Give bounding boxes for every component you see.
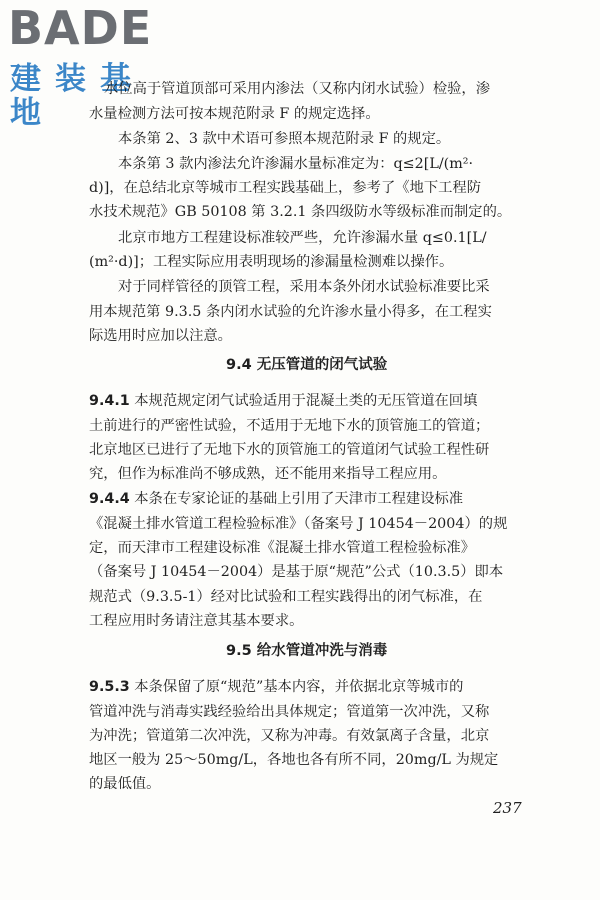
clause-line: 为冲洗；管道第二次冲洗，又称为冲毒。有效氯离子含量，北京 [89,728,490,744]
clause-line: 《混凝土排水管道工程检验标准》（备案号 J 10454－2004）的规 [89,516,508,532]
clause-line [89,489,463,509]
clause-text: 本规范规定闭气试验适用于混凝土类的无压管道在回填 [134,393,478,409]
clause-line: 的最低值。 [89,776,161,792]
clause-line: 北京地区已进行了无地下水的顶管施工的管道闭气试验工程性研 [89,442,490,458]
paragraph-line: 水量检测方法可按本规范附录 F 的规定选择。 [89,106,380,122]
paragraph-line: 水技术规范》GB 50108 第 3.2.1 条四级防水等级标准而制定的。 [89,204,512,220]
logo-brand: BADE [8,1,153,55]
clause-line: 规范式（9.3.5-1）经对比试验和工程实践得出的闭气标准，在 [89,589,483,605]
clause-line: 土前进行的严密性试验，不适用于无地下水的顶管施工的管道； [89,418,490,434]
clause-line: 工程应用时务请注意其基本要求。 [89,613,304,629]
clause-text: 本条在专家论证的基础上引用了天津市工程建设标准 [134,491,464,507]
clause-number: 9.4.1 [89,393,130,409]
clause-number: 9.5.3 [89,679,130,695]
paragraph-line: d)]，在总结北京等城市工程实践基础上，参考了《地下工程防 [89,180,482,196]
paragraph-line: 际选用时应加以注意。 [89,328,232,344]
logo-subtitle: 建装基地 [10,61,145,131]
clause-text: 本条保留了原“规范”基本内容，并依据北京等城市的 [134,679,464,695]
clause-line: （备案号 J 10454－2004）是基于原“规范”公式（10.3.5）即本 [89,564,504,580]
clause-line: 定，而天津市工程建设标准《混凝土排水管道工程检验标准》 [89,540,476,556]
clause-line [89,391,477,411]
clause-line: 管道冲洗与消毒实践经验给出具体规定；管道第一次冲洗，又称 [89,704,490,720]
paragraph-line: 水位高于管道顶部可采用内渗法（又称内闭水试验）检验，渗 [104,81,491,97]
section-heading: 9.4 无压管道的闭气试验 [226,357,388,373]
paragraph-line: 用本规范第 9.3.5 条内闭水试验的允许渗水量小得多，在工程实 [89,304,492,320]
section-heading: 9.5 给水管道冲洗与消毒 [226,643,388,659]
paragraph-line: 本条第 3 款内渗法允许渗漏水量标准定为：q≤2[L/(m²· [118,156,474,172]
paragraph-line: 本条第 2、3 款中术语可参照本规范附录 F 的规定。 [118,131,451,147]
clause-line: 究，但作为标准尚不够成熟，还不能用来指导工程应用。 [89,466,447,482]
clause-line: 地区一般为 25～50mg/L，各地也各有所不同，20mg/L 为规定 [89,752,499,768]
clause-number: 9.4.4 [89,491,130,507]
paragraph-line: 对于同样管径的顶管工程，采用本条外闭水试验标准要比采 [118,279,490,295]
paragraph-line: (m²·d)]；工程实际应用表明现场的渗漏量检测难以操作。 [89,254,454,270]
clause-line [89,677,463,697]
page-number: 237 [493,799,522,817]
paragraph-line: 北京市地方工程建设标准较严些，允许渗漏水量 q≤0.1[L/ [118,230,487,246]
